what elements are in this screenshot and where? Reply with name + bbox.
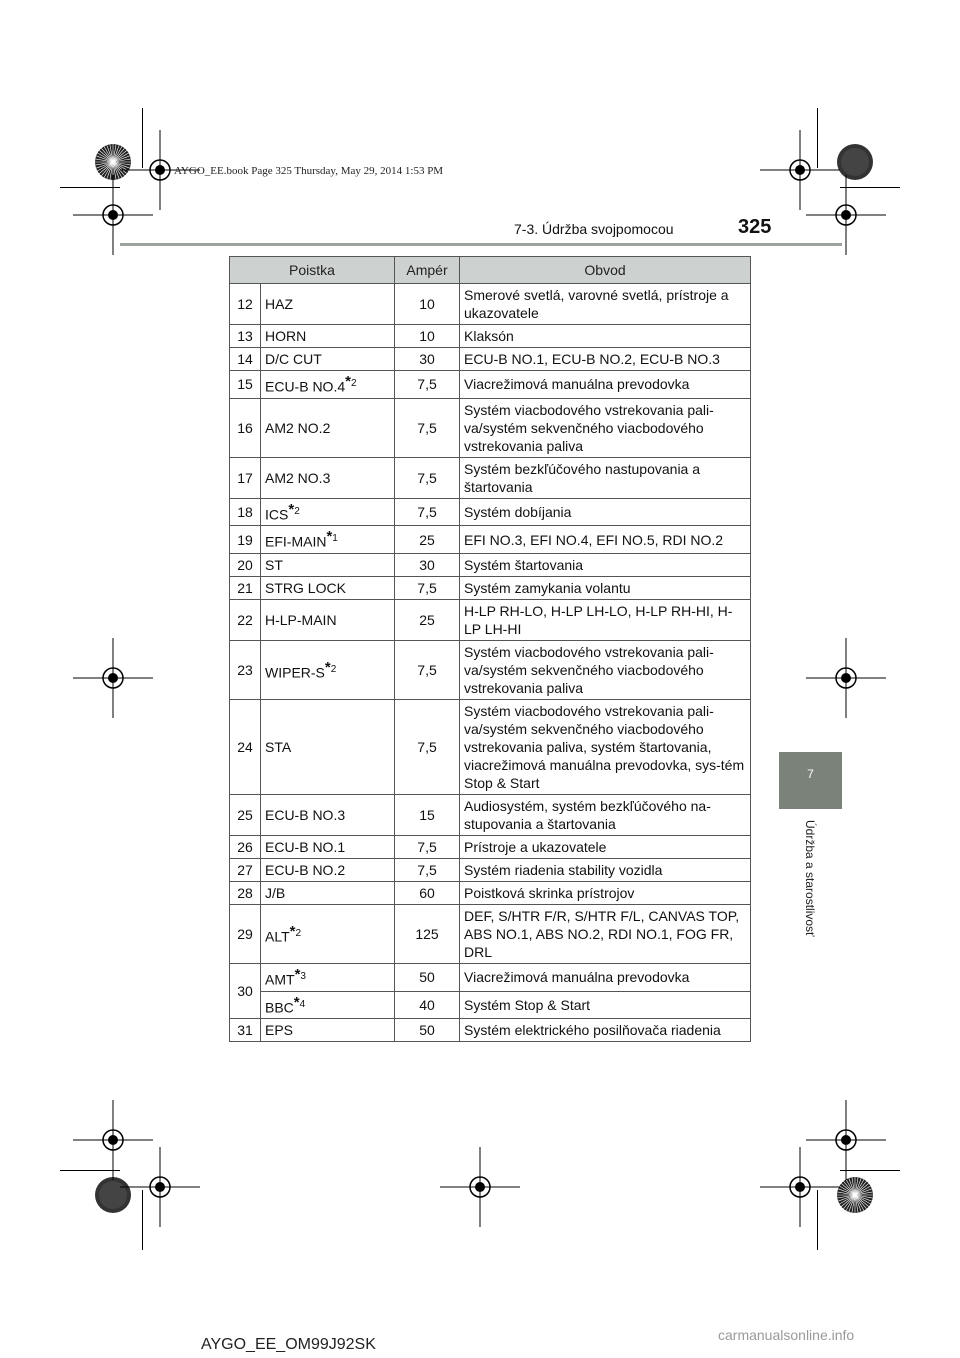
- table-header-row: [230, 257, 751, 284]
- footnote-number: 2: [330, 663, 337, 675]
- table-row: [230, 457, 751, 498]
- fuse-name: [261, 599, 395, 640]
- table-row: [230, 699, 751, 794]
- footnote-marker: [294, 965, 306, 983]
- table-row: [230, 553, 751, 576]
- fuse-number: 15: [230, 371, 261, 399]
- registration-crosshair: [73, 638, 153, 718]
- ampere-value: 7,5: [395, 699, 460, 794]
- header-circuit: Obvod: [460, 257, 751, 284]
- fuse-number: 25: [230, 794, 261, 835]
- registration-crosshair: [760, 1147, 840, 1227]
- fuse-name: [261, 963, 395, 991]
- registration-starburst: [835, 1175, 875, 1215]
- table-row: [230, 325, 751, 348]
- fuse-name-text: AM2 NO.3: [265, 469, 331, 486]
- ampere-value: 50: [395, 963, 460, 991]
- page-number: 325: [738, 216, 772, 238]
- fuse-name-text: EFI-MAIN: [265, 533, 327, 550]
- ampere-value: 10: [395, 284, 460, 325]
- footnote-marker: [326, 528, 338, 546]
- footnote-marker: [345, 373, 357, 390]
- document-code: AYGO_EE_OM99J92SK: [201, 1336, 376, 1353]
- circuit-description: Systém riadenia stability vozidla: [460, 858, 751, 881]
- fuse-name-text: HAZ: [265, 296, 293, 312]
- fuse-name: [261, 699, 395, 794]
- footnote-marker: [293, 993, 306, 1011]
- chapter-tab: 7: [779, 752, 842, 809]
- fuse-name: [261, 904, 395, 963]
- fuse-number: 16: [230, 398, 261, 457]
- crop-line: [817, 108, 818, 168]
- fuse-number: 28: [230, 881, 261, 904]
- fuse-number: 24: [230, 699, 261, 794]
- fuse-name-text: D/C CUT: [265, 351, 322, 367]
- circuit-description: Systém dobíjania: [460, 498, 751, 526]
- table-row: [230, 794, 751, 835]
- fuse-name: [261, 835, 395, 858]
- fuse-table: [229, 256, 751, 1042]
- crop-line: [817, 1190, 818, 1250]
- fuse-number: 13: [230, 325, 261, 348]
- table-row: [230, 640, 751, 699]
- asterisk-icon: *: [345, 373, 351, 390]
- fuse-name: [261, 526, 395, 554]
- fuse-name-text: HORN: [265, 328, 307, 344]
- circuit-description: Systém zamykania volantu: [460, 576, 751, 599]
- footnote-marker: [288, 500, 300, 518]
- fuse-name: [261, 457, 395, 498]
- fuse-number: 12: [230, 284, 261, 325]
- asterisk-icon: *: [324, 658, 331, 676]
- fuse-name-text: ECU-B NO.3: [265, 806, 346, 823]
- registration-crosshair: [120, 1147, 200, 1227]
- table-row: [230, 1019, 751, 1042]
- fuse-name-text: ALT: [265, 928, 290, 945]
- table-row: [230, 858, 751, 881]
- fuse-number: 18: [230, 498, 261, 526]
- circuit-description: Smerové svetlá, varovné svetlá, prístroje a ukazovatele: [460, 284, 751, 325]
- ampere-value: 15: [395, 794, 460, 835]
- table-row: [230, 835, 751, 858]
- fuse-name: [261, 991, 395, 1019]
- fuse-number: 20: [230, 553, 261, 576]
- circuit-description: Systém viacbodového vstrekovania pali-va/systém sekvenčného viacbodového vstrekovania paliva: [460, 640, 751, 699]
- fuse-number: 14: [230, 348, 261, 371]
- fuse-number: 26: [230, 835, 261, 858]
- fuse-number: 29: [230, 904, 261, 963]
- circuit-description: Systém viacbodového vstrekovania pali-va/systém sekvenčného viacbodového vstrekovania paliva, systém štartovania, viacrežimová manuálna prevodovka, sys-tém Stop & Start: [460, 699, 751, 794]
- fuse-name-text: STA: [265, 738, 292, 755]
- footnote-number: 2: [295, 927, 302, 939]
- fuse-name-text: EPS: [265, 1022, 294, 1039]
- table-row: [230, 348, 751, 371]
- table-row: [230, 881, 751, 904]
- crop-line: [840, 187, 900, 188]
- fuse-name: [261, 498, 395, 526]
- footnote-marker: [324, 658, 337, 676]
- fuse-number: 21: [230, 576, 261, 599]
- fuse-number: 22: [230, 599, 261, 640]
- crop-line: [142, 1190, 143, 1250]
- circuit-description: H-LP RH-LO, H-LP LH-LO, H-LP RH-HI, H-LP LH-HI: [460, 599, 751, 640]
- footnote-number: 2: [350, 378, 357, 389]
- fuse-name-text: ECU-B NO.2: [265, 861, 346, 878]
- ampere-value: 7,5: [395, 398, 460, 457]
- header-rule: [120, 243, 842, 246]
- circuit-description: Viacrežimová manuálna prevodovka: [460, 371, 751, 399]
- fuse-name: [261, 881, 395, 904]
- ampere-value: 25: [395, 599, 460, 640]
- circuit-description: Systém elektrického posilňovača riadenia: [460, 1019, 751, 1042]
- table-row: [230, 599, 751, 640]
- section-title: 7-3. Údržba svojpomocou: [514, 221, 674, 237]
- table-row: [230, 991, 751, 1019]
- table-row: [230, 526, 751, 554]
- fuse-table-body: [230, 284, 751, 1042]
- ampere-value: 7,5: [395, 835, 460, 858]
- fuse-name-text: ST: [265, 556, 283, 573]
- fuse-number: 23: [230, 640, 261, 699]
- circuit-description: ECU-B NO.1, ECU-B NO.2, ECU-B NO.3: [460, 348, 751, 371]
- footnote-number: 4: [299, 998, 306, 1010]
- ampere-value: 50: [395, 1019, 460, 1042]
- header-fuse: Poistka: [230, 257, 395, 284]
- ampere-value: 7,5: [395, 858, 460, 881]
- watermark: carmanualsonline.info: [718, 1327, 855, 1343]
- fuse-name-text: BBC: [265, 999, 294, 1016]
- ampere-value: 7,5: [395, 640, 460, 699]
- crop-line: [142, 108, 143, 168]
- footnote-number: 1: [332, 533, 338, 545]
- fuse-name: [261, 371, 395, 399]
- fuse-name: [261, 858, 395, 881]
- fuse-name-text: ECU-B NO.1: [265, 838, 346, 855]
- asterisk-icon: *: [289, 922, 296, 940]
- table-row: [230, 398, 751, 457]
- file-header: AYGO_EE.book Page 325 Thursday, May 29, 2014 1:53 PM: [174, 165, 444, 177]
- footnote-number: 2: [294, 505, 300, 517]
- ampere-value: 10: [395, 325, 460, 348]
- crop-line: [840, 1170, 900, 1171]
- fuse-name-text: AMT: [265, 971, 295, 988]
- fuse-number: 31: [230, 1019, 261, 1042]
- circuit-description: Prístroje a ukazovatele: [460, 835, 751, 858]
- ampere-value: 7,5: [395, 498, 460, 526]
- table-row: [230, 498, 751, 526]
- fuse-number: 27: [230, 858, 261, 881]
- fuse-name: [261, 640, 395, 699]
- asterisk-icon: *: [294, 965, 301, 983]
- circuit-description: Klaksón: [460, 325, 751, 348]
- crop-line: [60, 187, 120, 188]
- ampere-value: 30: [395, 553, 460, 576]
- table-row: [230, 904, 751, 963]
- circuit-description: Systém Stop & Start: [460, 991, 751, 1019]
- circuit-description: Systém štartovania: [460, 553, 751, 576]
- circuit-description: Systém viacbodového vstrekovania pali-va/systém sekvenčného viacbodového vstrekovania paliva: [460, 398, 751, 457]
- registration-crosshair: [806, 638, 886, 718]
- ampere-value: 7,5: [395, 371, 460, 399]
- ampere-value: 7,5: [395, 457, 460, 498]
- circuit-description: DEF, S/HTR F/R, S/HTR F/L, CANVAS TOP, ABS NO.1, ABS NO.2, RDI NO.1, FOG FR, DRL: [460, 904, 751, 963]
- fuse-name-text: AM2 NO.2: [265, 419, 331, 436]
- circuit-description: Poistková skrinka prístrojov: [460, 881, 751, 904]
- fuse-name: [261, 348, 395, 371]
- crop-line: [60, 1170, 120, 1171]
- circuit-description: Audiosystém, systém bezkľúčového na-stupovania a štartovania: [460, 794, 751, 835]
- ampere-value: 125: [395, 904, 460, 963]
- registration-crosshair: [440, 1147, 520, 1227]
- asterisk-icon: *: [288, 500, 295, 518]
- fuse-name-text: ECU-B NO.4: [265, 378, 346, 395]
- circuit-description: Systém bezkľúčového nastupovania a štartovania: [460, 457, 751, 498]
- fuse-number: 19: [230, 526, 261, 554]
- fuse-name-text: J/B: [265, 884, 286, 901]
- table-row: [230, 576, 751, 599]
- footnote-number: 3: [300, 970, 306, 982]
- fuse-number: 17: [230, 457, 261, 498]
- table-row: [230, 371, 751, 399]
- ampere-value: 40: [395, 991, 460, 1019]
- fuse-name-text: ICS: [265, 506, 289, 523]
- ampere-value: 7,5: [395, 576, 460, 599]
- table-row: [230, 963, 751, 991]
- footnote-marker: [289, 922, 302, 940]
- fuse-name-text: STRG LOCK: [265, 579, 346, 596]
- fuse-name: [261, 325, 395, 348]
- fuse-name: [261, 576, 395, 599]
- ampere-value: 30: [395, 348, 460, 371]
- fuse-name-text: H-LP-MAIN: [265, 611, 337, 628]
- fuse-name: [261, 553, 395, 576]
- asterisk-icon: *: [293, 993, 300, 1011]
- fuse-number: 30: [230, 963, 261, 1018]
- table-row: [230, 284, 751, 325]
- circuit-description: Viacrežimová manuálna prevodovka: [460, 963, 751, 991]
- fuse-name: [261, 1019, 395, 1042]
- fuse-name: [261, 398, 395, 457]
- circuit-description: EFI NO.3, EFI NO.4, EFI NO.5, RDI NO.2: [460, 526, 751, 554]
- header-ampere: Ampér: [395, 257, 460, 284]
- ampere-value: 25: [395, 526, 460, 554]
- ampere-value: 60: [395, 881, 460, 904]
- asterisk-icon: *: [326, 528, 333, 546]
- chapter-side-title: Údržba a starostlivosť: [803, 820, 817, 937]
- fuse-name: [261, 794, 395, 835]
- fuse-name: [261, 284, 395, 325]
- fuse-name-text: WIPER-S: [265, 664, 325, 681]
